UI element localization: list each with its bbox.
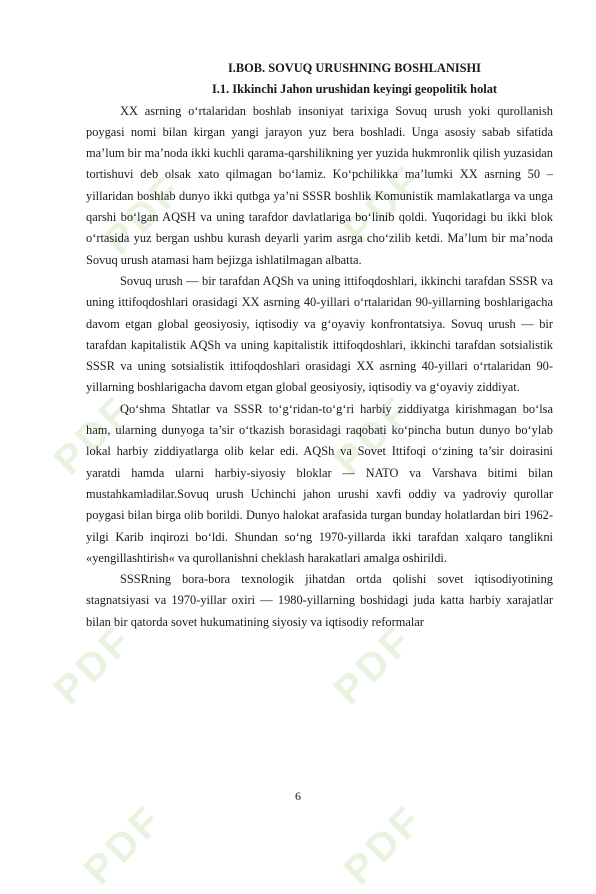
page-number: 6 (295, 789, 301, 803)
paragraph: Qo‘shma Shtatlar va SSSR to‘g‘ridan-to‘g‘ri harbiy ziddiyatga kirishmagan bo‘lsa ham, ularning dunyoga ta’sir o‘tkazish borasidagi raqobati ko‘pincha butun dunyo bo‘ylab lokal harbiy ziddiyatlarga olib kelar edi. AQSh va Sovet Ittifoqi o‘zining ta’sir doirasini yaratdi hamda ularni harbiy-siyosiy bloklar — NATO va Varshava bitimi bilan mustahkamladilar.Sovuq urush Uchinchi jahon urushi xavfi oddiy va yadroviy qurollar poygasi bilan birga olib borildi. Dunyo halokat arafasida turgan bunday holatlardan biri 1962-yilgi Karib inqirozi bo‘ldi. Shundan so‘ng 1970-yillarda ikki tarafdan xalqaro tanglikni «yengillashtirish« va qurollanishni cheklash harakatlari amalga oshirildi. (86, 401, 553, 565)
chapter-title: I.BOB. SOVUQ URUSHNING BOSHLANISHI (227, 61, 482, 75)
paragraph: SSSRning bora-bora texnologik jihatdan ortda qolishi sovet iqtisodiyotining stagnatsiyasi va 1970-yillar oxiri — 1980-yillarning boshidagi juda katta harbiy xarajatlar bilan bir qatorda sovet hukumatining siyosiy va iqtisodiy reformalar (86, 572, 553, 629)
watermark: PDF (335, 796, 432, 894)
section-title: I.1. Ikkinchi Jahon urushidan keyingi geopolitik holat (211, 82, 498, 97)
watermark: PDF (95, 166, 192, 264)
watermark: PDF (325, 386, 422, 484)
watermark: PDF (335, 156, 432, 254)
paragraph: XX asrning o‘rtalaridan boshlab insoniyat tarixiga Sovuq urush yoki qurollanish poygasi nomi bilan kirgan yangi jarayon yuz bera boshladi. Unga asosiy sabab sifatida ma’lum bir ma’noda ikki kuchli qarama-qarshilikning yer yuzida hukmronlik qilish yuzasidan tortishuvi deb olsak xato qilmagan bo‘lamiz. Ko‘pchilikka ma’lumki XX asrning 50 – yillaridan boshlab dunyo ikki qutbga ya’ni SSSR boshlik Komunistik mamlakatlarga va unga qarshi bo‘lgan AQSH va uning tarafdor davlatlariga bo‘linib qoldi. Yuqoridagi bu ikki blok o‘rtasida yuz bergan ushbu kurash deyarli yarim asrga cho‘zilib ketdi. Ma’lum bir ma’noda Sovuq urush atamasi ham bejizga ishlatilmagan albatta. (86, 103, 553, 267)
watermark: PDF (45, 616, 142, 714)
watermark: PDF (325, 616, 422, 714)
paragraph: Sovuq urush — bir tarafdan AQSh va uning ittifoqdoshlari, ikkinchi tarafdan SSSR va uning ittifoqdoshlari orasidagi XX asrning 40-yillari o‘rtalaridan 90-yillarning boshlarigacha davom etgan global geosiyosiy, iqtisodiy va g‘oyaviy konfrontatsiya. Sovuq urush — bir tarafdan kapitalistik AQSh va uning kapitalistik ittifoqdoshlari, ikkinchi tarafdan sotsialistik SSSR va uning sotsialistik ittifoqdoshlari orasidagi XX asrning 40-yillari o‘rtalaridan 90-yillarning boshlarigacha davom etgan global geosiyosiy, iqtisodiy va g‘oyaviy ziddiyat. (86, 273, 553, 395)
watermark: PDF (45, 386, 142, 484)
watermark: PDF (75, 796, 172, 894)
document-page (86, 58, 553, 633)
